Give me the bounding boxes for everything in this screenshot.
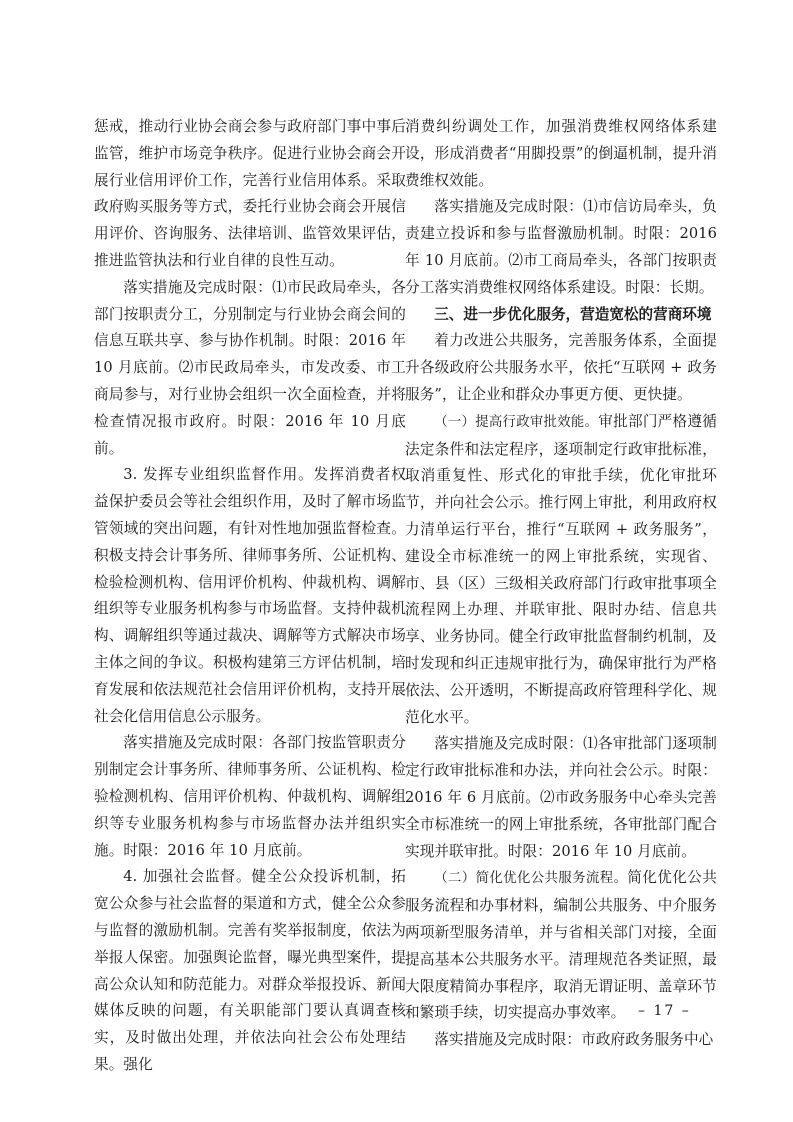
paragraph: 落实措施及完成时限：⑴市民政局牵头，各部门按职责分工，分别制定与行业协会商会间的信息互联共享、参与协作机制。时限：2016 年 10 月底前。⑵市民政局牵头，市发改委、市工商局参与，对行业协会组织一次全面检查，并将检查情况报市政府。时限：2016 年 10 月底前。 bbox=[94, 278, 406, 457]
paragraph-text: 简化优化公共服务流程和办事材料，编制公共服务、中介服务两项新型服务清单，并与省相关部门对接，全面提高基本公共服务水平。清理规范各类证照，最大限度精简办事程序，取消无谓证明、盖章环节和繁琐手续，切实提高办事效率。 bbox=[405, 869, 717, 1022]
paragraph: 着力改进公共服务，完善服务体系，全面提升各级政府公共服务水平，依托“互联网 + 政务服务”，让企业和群众办事更方便、更快捷。 bbox=[405, 332, 717, 403]
paragraph: 3. 发挥专业组织监督作用。发挥消费者权益保护委员会等社会组织作用，及时了解市场监管领域的突出问题，有针对性地加强监督检查。积极支持会计事务所、律师事务所、公证机构、检验检测机构、信用评价机构、仲裁机构、调解组织等专业服务机构参与市场监督。支持仲裁机构、调解组织等通过裁决、调解等方式解决市场主体之间的争议。积极构建第三方评估机制，培育发展和依法规范社会信用评价机构，支持开展社会化信用信息公示服务。 bbox=[94, 466, 406, 725]
right-column bbox=[405, 114, 717, 1054]
paragraph: 消费纠纷调处工作，加强消费维权网络体系建设，形成消费者“用脚投票”的倒逼机制，提升消费维权效能。 bbox=[405, 118, 717, 189]
paragraph bbox=[405, 409, 717, 732]
paragraph: 落实措施及完成时限：市政府政务服务中心 bbox=[434, 1031, 714, 1049]
section-heading: 三、进一步优化服务，营造宽松的营商环境 bbox=[434, 305, 712, 323]
paragraph-text: 审批部门严格遵循法定条件和法定程序，逐项制定行政审批标准，取消重复性、形式化的审批手续，优化审批环节，并向社会公示。推行网上审批，利用政府权力清单运行平台，推行“互联网 + 政务服务”，建设全市标准统一的网上审批系统，实现省、市、县（区）三级相关政府部门行政审批事项全流程网上办理、并联审批、限时办结、信息共享、业务协同。健全行政审批监督制约机制，及时发现和纠正违规审批行为，确保审批行为严格依法、公开透明，不断提高政府管理科学化、规范化水平。 bbox=[405, 412, 717, 726]
paragraph: 落实措施及完成时限：⑴市信访局牵头，负责建立投诉和参与监督激励机制。时限：2016 年 10 月底前。⑵市工商局牵头，各部门按职责分工落实消费维权网络体系建设。时限：长期。 bbox=[405, 198, 717, 296]
subsection-label: （二）简化优化公共服务流程。 bbox=[434, 871, 628, 887]
left-column bbox=[94, 114, 406, 1079]
page-number: – 17 – bbox=[638, 1003, 691, 1019]
paragraph: 落实措施及完成时限：各部门按监管职责分别制定会计事务所、律师事务所、公证机构、检验检测机构、信用评价机构、仲裁机构、调解组织等专业服务机构参与市场监督办法并组织实施。时限：2016 年 10 月底前。 bbox=[94, 734, 406, 859]
paragraph: 4. 加强社会监督。健全公众投诉机制，拓宽公众参与社会监督的渠道和方式，健全公众参与监督的激励机制。完善有奖举报制度，依法为举报人保密。加强舆论监督，曝光典型案件，提高公众认知和防范能力。对群众举报投诉、新闻媒体反映的问题，有关职能部门要认真调查核实，及时做出处理，并依法向社会公布处理结果。强化 bbox=[94, 868, 406, 1073]
subsection-label: （一）提高行政审批效能。 bbox=[434, 414, 599, 430]
paragraph: 落实措施及完成时限：⑴各审批部门逐项制定行政审批标准和办法，并向社会公示。时限：2016 年 6 月底前。⑵市政务服务中心牵头完善全市标准统一的网上审批系统，各审批部门配合实现并联审批。时限：2016 年 10 月底前。 bbox=[405, 735, 717, 860]
paragraph: 惩戒，推动行业协会商会参与政府部门事中事后监管，维护市场竞争秩序。促进行业协会商会开展行业信用评价工作，完善行业信用体系。采取政府购买服务等方式，委托行业协会商会开展信用评价、咨询服务、法律培训、监管效果评估，推进监管执法和行业自律的良性互动。 bbox=[94, 118, 406, 269]
